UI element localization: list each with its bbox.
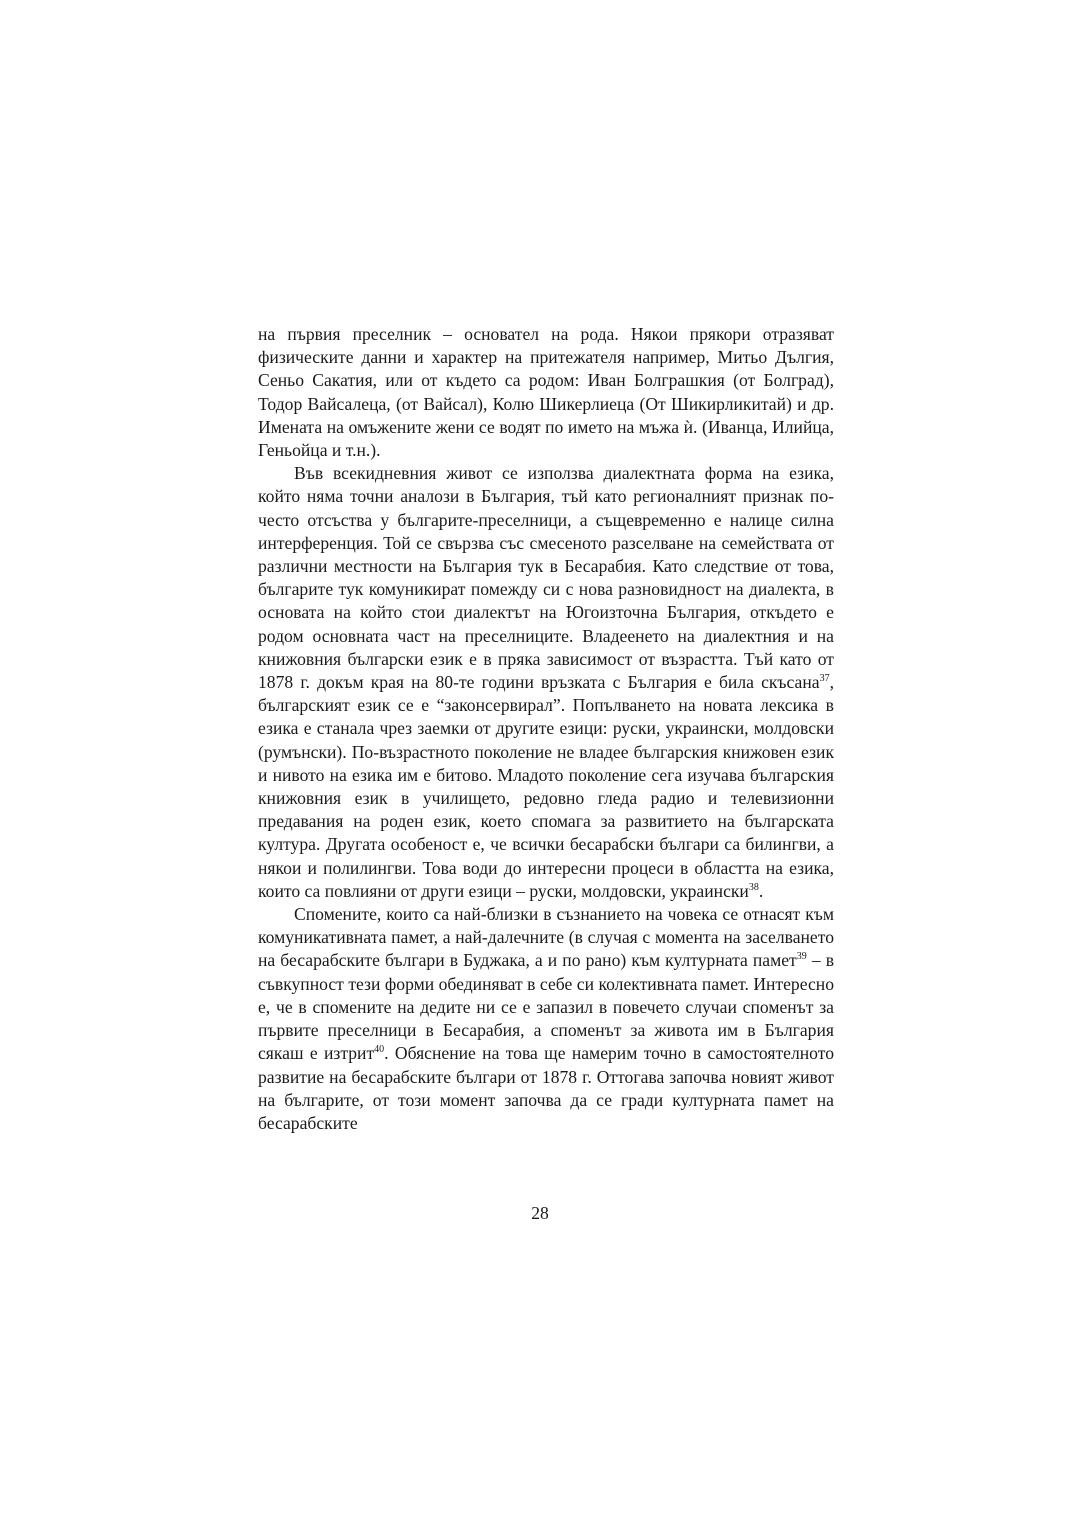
paragraph-2-text-part-3: . — [758, 880, 764, 901]
page-number: 28 — [531, 1203, 549, 1223]
footnote-ref-40[interactable]: 40 — [374, 1044, 385, 1056]
paragraph-2 — [258, 462, 834, 903]
body-text — [258, 323, 834, 1135]
paragraph-3 — [258, 903, 834, 1135]
paragraph-3-text-part-2: – в съвкупност тези форми обединяват в себе си колективната памет. Интересно е, че в спомените на дедите ни се е запазил в повечето случаи споменът за първите преселници в Бесарабия, а споменът за живота им в България сякаш е изтрит — [258, 950, 835, 1064]
paragraph-2-text-part-1: Във всекидневния живот се използва диалектната форма на езика, който няма точни аналози в България, тъй като регионалният признак по-често отсъства у българите-преселници, а същевременно е налице силна интерференция. Той се свързва със смесеното разселване на семействата от различни местности на България тук в Бесарабия. Като следствие от това, българите тук комуникират помежду си с нова разновидност на диалекта, в основата на който стои диалектът на Югоизточна България, откъдето е родом основната част на преселниците. Владеенето на диалектния и на книжовния български език е в пряка зависимост от възрастта. Тъй като от 1878 г. докъм края на 80-те години връзката с България е била скъсана — [258, 463, 834, 693]
footnote-ref-37[interactable]: 37 — [819, 673, 830, 685]
paragraph-1-text: на първия преселник – основател на рода. Някои прякори отразяват физическите данни и характер на притежателя например, Митьо Дългия, Сеньо Сакатия, или от където са родом: Иван Болграшкия (от Болград), Тодор Вайсалеца, (от Вайсал), Колю Шикерлиеца (От Шикирликитай) и др. Имената на омъжените жени се водят по името на мъжа ѝ. (Иванца, Илийца, Геньойца и т.н.). — [258, 324, 834, 461]
footnote-ref-39[interactable]: 39 — [796, 951, 807, 963]
paragraph-3-text-part-1: Спомените, които са най-близки в съзнанието на човека се отнасят към комуникативната памет, а най-далечните (в случая с момента на заселването на бесарабските българи в Буджака, а и по рано) към културната памет — [258, 904, 834, 971]
paragraph-3-text-part-3: . Обяснение на това ще намерим точно в самостоятелното развитие на бесарабските българи от 1878 г. Оттогава започва новият живот на българите, от този момент започва да се гради културната памет на бесарабските — [258, 1043, 834, 1133]
footnote-ref-38[interactable]: 38 — [748, 882, 759, 894]
paragraph-1 — [258, 323, 834, 462]
paragraph-2-text-part-2: , българският език се е “законсервирал”. Попълването на новата лексика в езика е станала чрез заемки от другите езици: руски, украински, молдовски (румънски). По-възрастното поколение не владее българския книжовен език и нивото на езика им е битово. Младото поколение сега изучава българския книжовния език в училището, редовно гледа радио и телевизионни предавания на роден език, което спомага за развитието на българската култура. Другата особеност е, че всички бесарабски българи са билингви, а някои и полилингви. Това води до интересни процеси в областта на езика, които са повлияни от други езици – руски, молдовски, украински — [258, 672, 834, 901]
